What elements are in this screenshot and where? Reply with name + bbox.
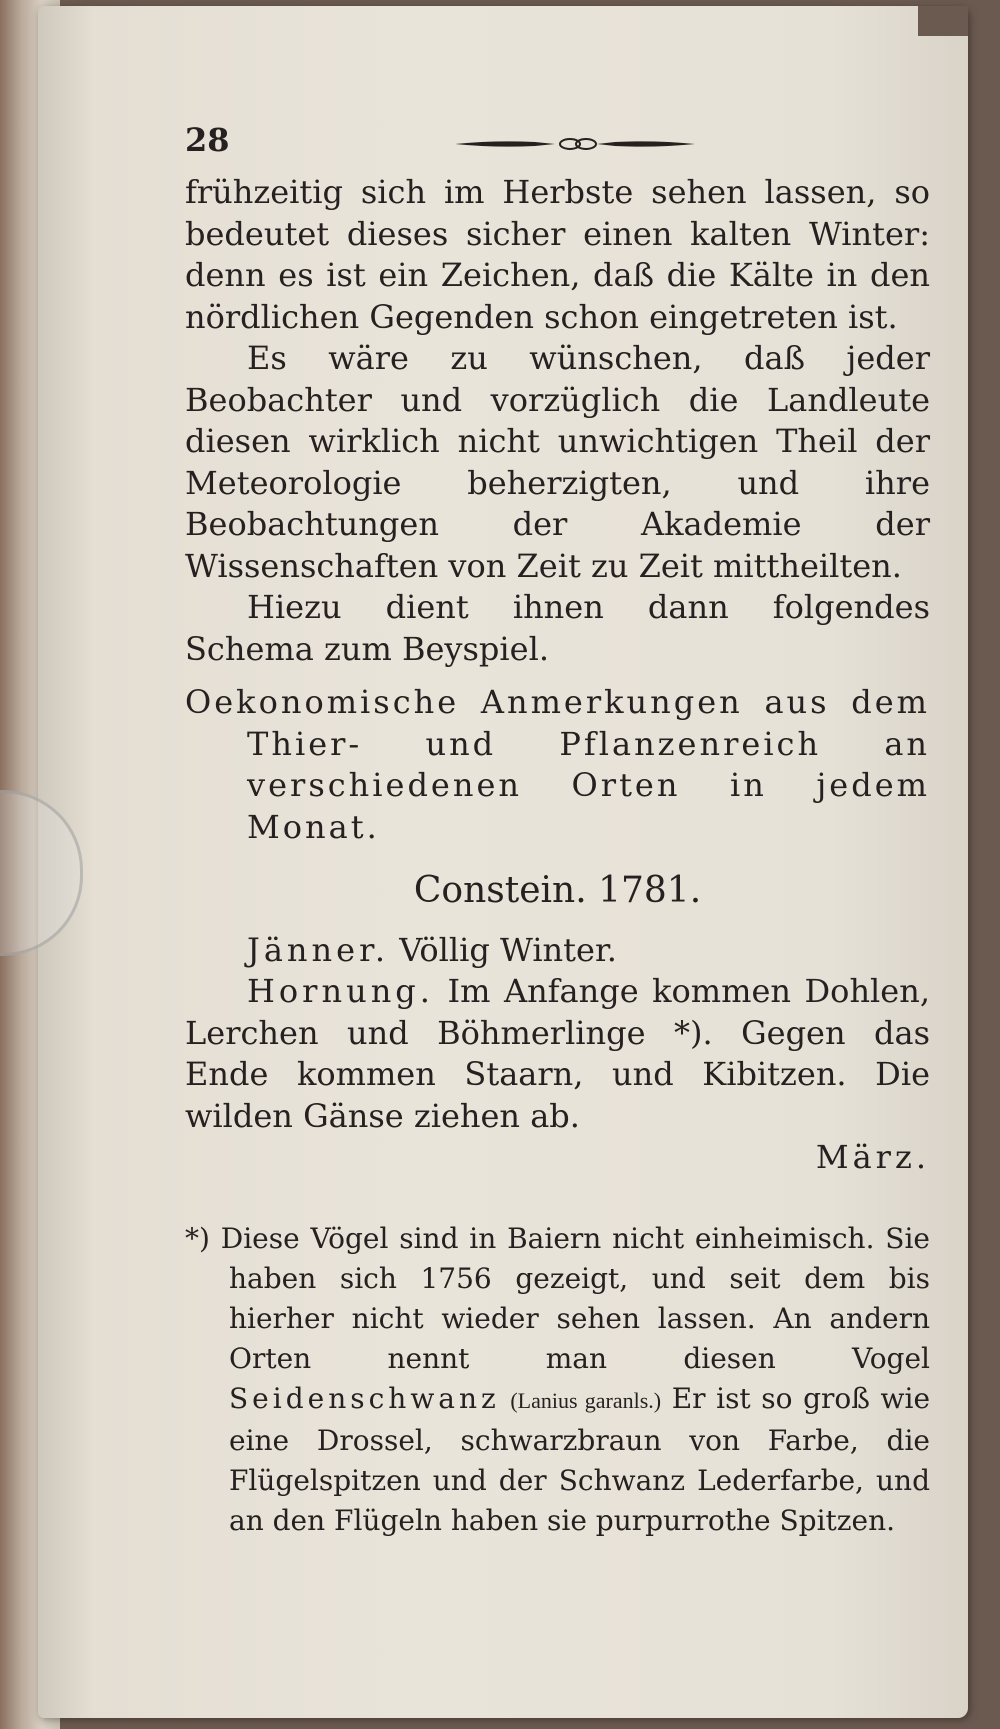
page-header <box>185 120 930 172</box>
page-number: 28 <box>185 121 230 159</box>
paragraph-2: Es wäre zu wünschen, daß jeder Beobachter und vorzüglich die Landleute diesen wirklich nicht unwichtigen Theil der Meteorologie beherzigten, und ihre Beobachtungen der Akademie der Wissenschaften von Zeit zu Zeit mittheilten. <box>185 339 930 585</box>
catchword: März. <box>815 1138 930 1176</box>
month-entry-jaenner <box>185 930 930 972</box>
footnote-latin-name: (Lanius garanls.) <box>510 1387 662 1413</box>
footnote <box>185 1219 930 1541</box>
month-label: Hornung. <box>247 972 434 1010</box>
month-text: Im Anfange kommen Dohlen, Lerchen und Böhmerlinge *). Gegen das Ende kommen Staarn, und Kibitzen. Die wilden Gänse ziehen ab. <box>185 972 931 1135</box>
footnote-marker: *) <box>185 1221 210 1255</box>
month-label: Jänner. <box>247 930 390 969</box>
footnote-bird-name: Seidenschwanz <box>229 1381 500 1415</box>
ornament-divider <box>455 134 695 154</box>
place-date-heading: Constein. 1781. <box>413 870 702 911</box>
month-text: Völlig Winter. <box>399 930 617 969</box>
page-text <box>185 120 930 1541</box>
paragraph-1: frühzeitig sich im Herbste sehen lassen, so bedeutet dieses sicher einen kalten Winter: denn es ist ein Zeichen, daß die Kälte in den nördlichen Gegenden schon eingetreten ist. <box>185 173 930 336</box>
schema-heading: Oekonomische Anmerkungen aus dem Thier- und Pflanzenreich an verschiedenen Orten in jedem Monat. <box>185 683 930 846</box>
footnote-text-a: Diese Vögel sind in Baiern nicht einheimisch. Sie haben sich 1756 gezeigt, und seit dem bis hierher nicht wieder sehen lassen. An andern Orten nennt man diesen Vogel <box>220 1221 930 1375</box>
month-entry-hornung <box>185 971 930 1137</box>
paragraph-3: Hiezu dient ihnen dann folgendes Schema zum Beyspiel. <box>185 588 930 668</box>
page-corner <box>918 6 968 36</box>
footnote-text-b: Er ist so groß wie eine Drossel, schwarzbraun von Farbe, die Flügelspitzen und der Schwanz Lederfarbe, und an den Flügeln haben sie purpurrothe Spitzen. <box>229 1381 931 1537</box>
